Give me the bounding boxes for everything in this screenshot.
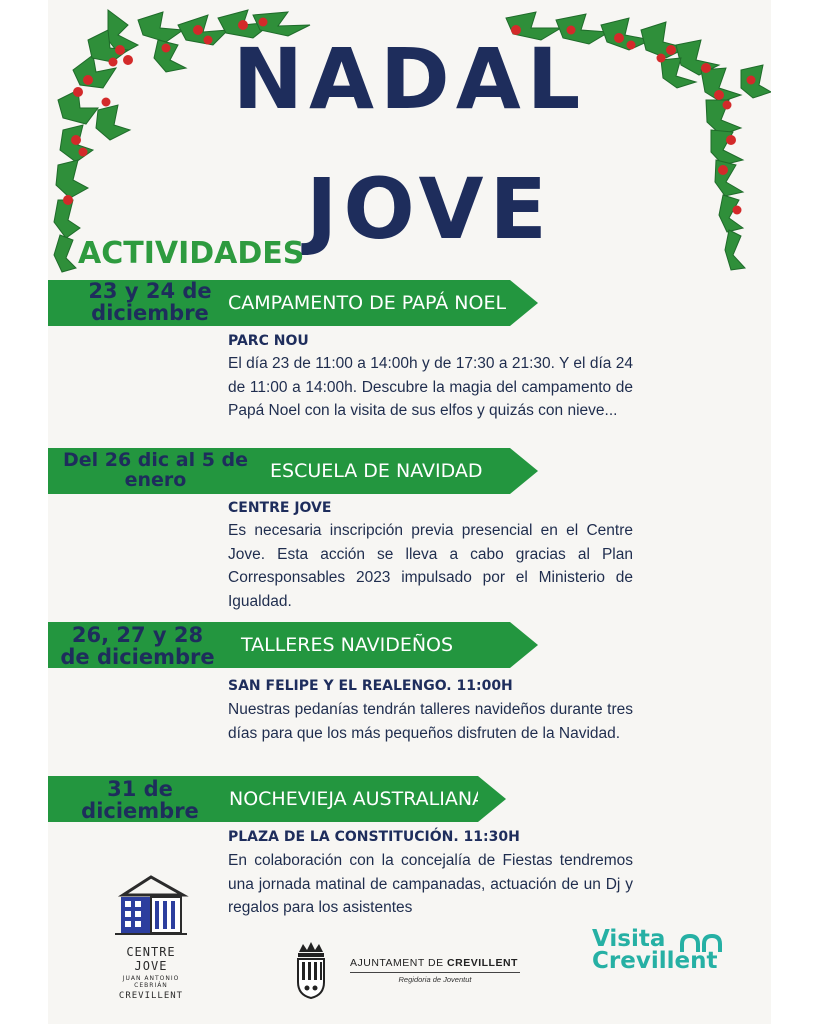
ajuntament-logo xyxy=(293,940,523,1000)
event-location: PLAZA DE LA CONSTITUCIÓN. 11:30H xyxy=(228,829,520,845)
visita-line1: Visita xyxy=(592,926,666,952)
event-date-line2: diciembre xyxy=(91,301,209,325)
event-name: NOCHEVIEJA AUSTRALIANA xyxy=(229,788,486,810)
event-description: En colaboración con la concejalía de Fiestas tendremos una jornada matinal de campanadas, actuación de un Dj y regalos para los asistentes xyxy=(228,852,633,916)
arches-icon xyxy=(680,934,726,952)
event-location: PARC NOU xyxy=(228,333,309,349)
ajuntament-name xyxy=(350,957,518,969)
band-arrow xyxy=(510,622,538,668)
event-date-line1: 23 y 24 de xyxy=(88,279,212,303)
event-location: SAN FELIPE Y EL REALENGO. 11:00H xyxy=(228,678,513,694)
visita-crevillent-logo xyxy=(592,928,717,972)
event-description: El día 23 de 11:00 a 14:00h y de 17:30 a 21:30. Y el día 24 de 11:00 a 14:00h. Descubre la magia del campamento de Papá Noel con la visita de sus elfos y quizás con nieve... xyxy=(228,355,633,419)
event-description: Nuestras pedanías tendrán talleres navideños durante tres días para que los más pequeños disfruten de la Navidad. xyxy=(228,701,633,742)
building-icon xyxy=(111,875,191,937)
event-date-line1: 26, 27 y 28 xyxy=(71,623,204,647)
ajuntament-department: Regidoria de Joventut xyxy=(398,975,472,984)
event-description: Es necesaria inscripción previa presencial en el Centre Jove. Esta acción se lleva a cabo gracias al Plan Corresponsables 2023 impulsado por el Ministerio de Igualdad. xyxy=(228,522,633,610)
event-location: CENTRE JOVE xyxy=(228,500,332,516)
coat-of-arms-icon xyxy=(293,940,329,1000)
event-date-line1: 31 de xyxy=(107,777,173,801)
section-label: ACTIVIDADES xyxy=(78,236,305,271)
centre-jove-name: CENTRE JOVE xyxy=(126,945,176,973)
band-arrow xyxy=(510,280,538,326)
event-date xyxy=(70,778,210,822)
event-date-line2: enero xyxy=(124,469,187,491)
event-date xyxy=(48,450,263,490)
event-date-line2: diciembre xyxy=(81,799,199,823)
centre-jove-town: CREVILLENT xyxy=(118,991,184,1001)
event-date xyxy=(70,280,230,324)
centre-jove-logo xyxy=(106,875,196,1001)
title-line-1: NADAL xyxy=(232,30,587,128)
ajuntament-name-bold: CREVILLENT xyxy=(447,957,518,969)
event-name: CAMPAMENTO DE PAPÁ NOEL xyxy=(228,292,507,314)
ajuntament-name-prefix: AJUNTAMENT DE xyxy=(350,957,444,969)
band-arrow xyxy=(510,448,538,494)
event-name: TALLERES NAVIDEÑOS xyxy=(241,634,454,656)
divider xyxy=(350,972,520,973)
event-date-line1: Del 26 dic al 5 de xyxy=(62,449,249,471)
visita-line2: Crevillent xyxy=(592,948,718,974)
poster xyxy=(48,0,771,1024)
title-line-2: JOVE xyxy=(306,160,553,258)
event-date xyxy=(50,624,225,668)
event-name: ESCUELA DE NAVIDAD xyxy=(270,460,483,482)
event-date-line2: de diciembre xyxy=(60,645,215,669)
centre-jove-subtitle: JUAN ANTONIO CEBRIÁN xyxy=(122,975,180,989)
band-arrow xyxy=(478,776,506,822)
